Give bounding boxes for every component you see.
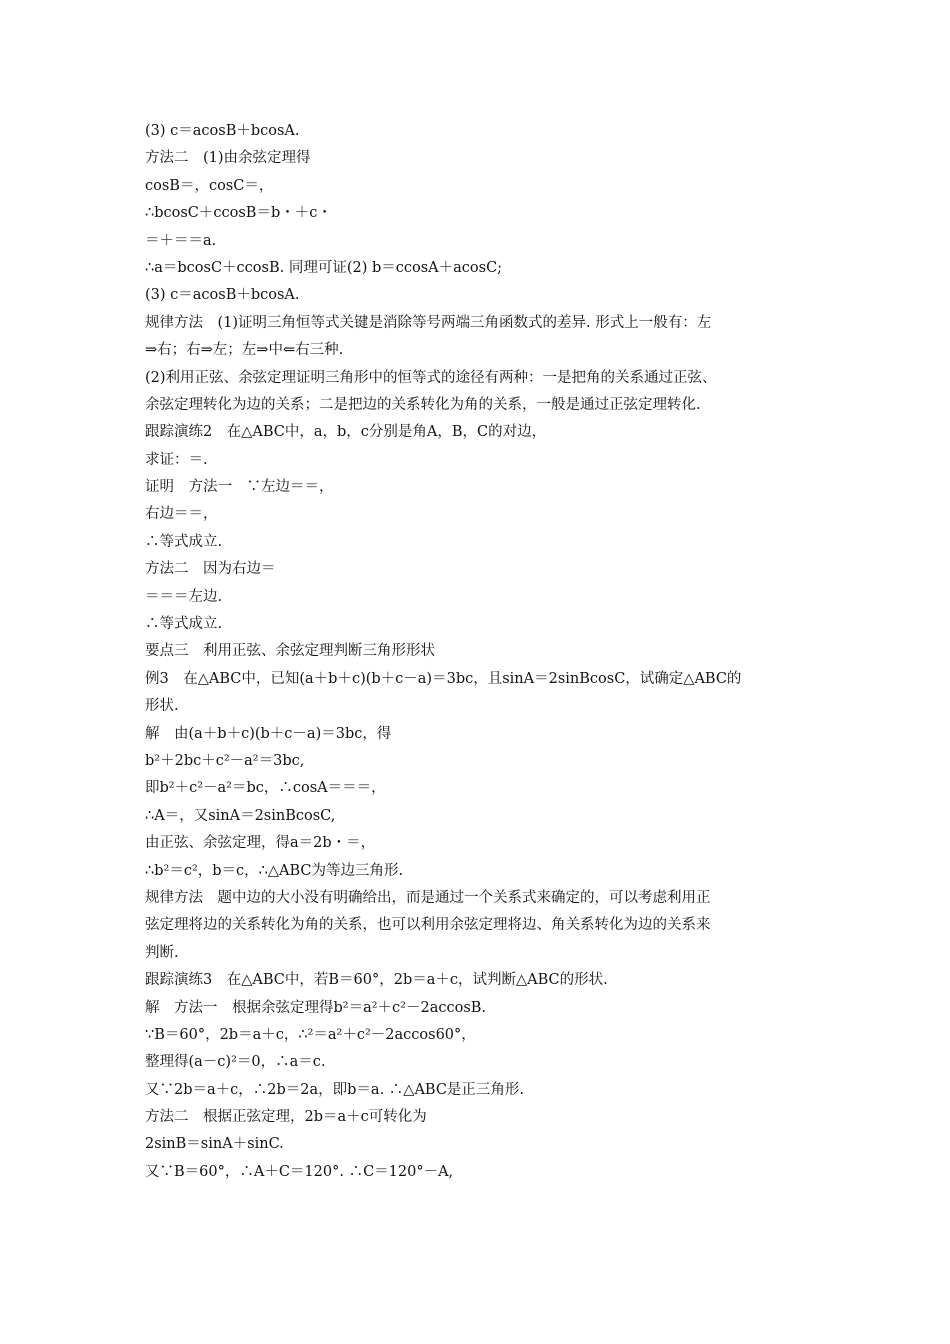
text-line: 规律方法 (1)证明三角恒等式关键是消除等号两端三角函数式的差异. 形式上一般有：左 [145,314,712,331]
text-line: 又∵B＝60°，∴A＋C＝120°. ∴C＝120°－A, [145,1163,454,1180]
text-line: 2sinB＝sinA＋sinC. [145,1136,284,1153]
text-line: ∴a＝bcosC＋ccosB. 同理可证(2) b＝ccosA＋acosC; [145,259,503,276]
text-line: 弦定理将边的关系转化为角的关系，也可以利用余弦定理将边、角关系转化为边的关系来 [145,917,711,934]
text-line: 由正弦、余弦定理，得a＝2b・＝， [145,835,376,852]
text-line: 解 方法一 根据余弦定理得b²＝a²＋c²－2accosB. [145,999,487,1016]
text-line: ⇒右；右⇒左；左⇒中⇐右三种. [145,342,344,359]
text-line: ∴等式成立. [145,533,223,550]
text-line: ＝＝＝左边. [145,588,223,605]
text-line: 形状. [145,698,179,715]
text-line: 整理得(a－c)²＝0，∴a＝c. [145,1054,326,1071]
text-line: (3) c＝acosB＋bcosA. [145,287,300,304]
text-line: 方法二 根据正弦定理，2b＝a＋c可转化为 [145,1109,427,1126]
text-line: 判断. [145,944,179,961]
text-line: 规律方法 题中边的大小没有明确给出，而是通过一个关系式来确定的，可以考虑利用正 [145,889,711,906]
text-line: 解 由(a＋b＋c)(b＋c－a)＝3bc，得 [145,725,392,742]
text-line: ∴b²＝c²，b＝c，∴△ABC为等边三角形. [145,862,404,879]
text-line: 余弦定理转化为边的关系；二是把边的关系转化为角的关系，一般是通过正弦定理转化. [145,396,701,413]
text-line: (2)利用正弦、余弦定理证明三角形中的恒等式的途径有两种：一是把角的关系通过正弦、 [145,369,717,386]
text-line: (3) c＝acosB＋bcosA. [145,123,300,139]
text-line: 例3 在△ABC中，已知(a＋b＋c)(b＋c－a)＝3bc，且sinA＝2sinBcosC，试确定△ABC的 [145,670,742,687]
text-line: 跟踪演练2 在△ABC中，a，b，c分别是角A，B，C的对边， [145,424,547,441]
text-line: 跟踪演练3 在△ABC中，若B＝60°，2b＝a＋c，试判断△ABC的形状. [145,972,608,989]
text-line: ∴A＝，又sinA＝2sinBcosC, [145,807,336,824]
text-line: cosB＝，cosC＝， [145,177,274,194]
text-line: 方法二 因为右边＝ [145,561,276,578]
text-line: ∵B＝60°，2b＝a＋c，∴²＝a²＋c²－2accos60°， [145,1026,476,1043]
text-line: ∴等式成立. [145,616,223,633]
text-line: 方法二 (1)由余弦定理得 [145,150,311,167]
text-line: ＝＋＝＝a. [145,232,217,249]
document-body [145,118,815,1186]
text-line: 证明 方法一 ∵左边＝＝， [145,479,334,496]
text-line: 要点三 利用正弦、余弦定理判断三角形形状 [145,643,435,660]
text-line: 又∵2b＝a＋c，∴2b＝2a，即b＝a. ∴△ABC是正三角形. [145,1081,525,1098]
text-line: 右边＝＝， [145,506,218,523]
text-line: 即b²＋c²－a²＝bc，∴cosA＝＝＝， [145,780,386,797]
text-line: 求证：＝. [145,451,208,468]
text-line: ∴bcosC＋ccosB＝b・＋c・ [145,205,332,222]
text-line: b²＋2bc＋c²－a²＝3bc, [145,752,305,769]
